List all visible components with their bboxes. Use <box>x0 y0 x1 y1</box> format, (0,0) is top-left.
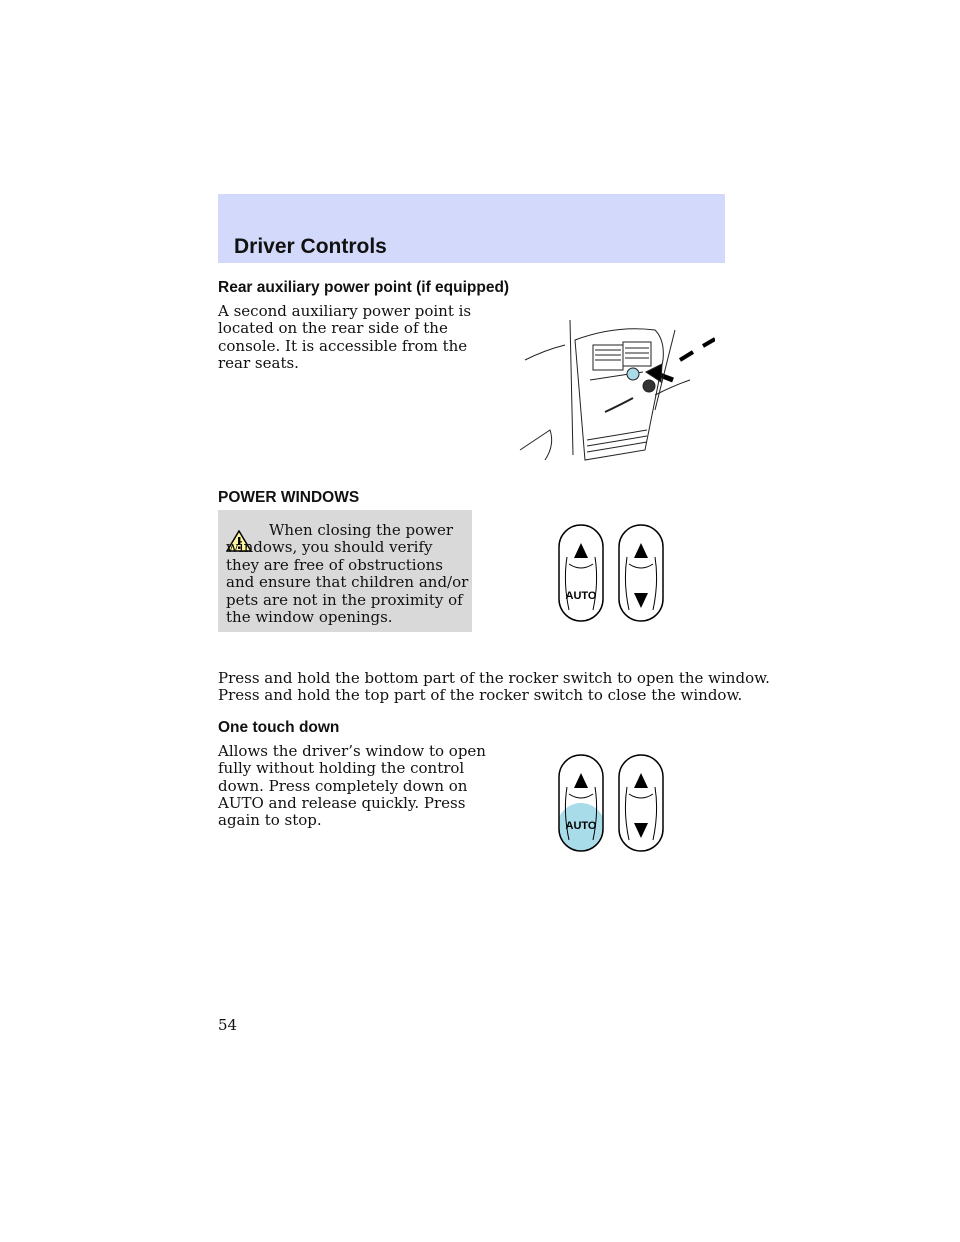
one-touch-text: Allows the driver’s window to open fully without holding the control down. Press completely down on AUTO and release quickly. Press again to stop. <box>218 742 486 830</box>
section-title: Driver Controls <box>234 235 387 258</box>
svg-text:AUTO: AUTO <box>565 820 597 832</box>
page-number: 54 <box>218 1016 238 1034</box>
rear-power-point-heading: Rear auxiliary power point (if equipped) <box>218 279 510 296</box>
svg-text:AUTO: AUTO <box>565 590 597 602</box>
power-windows-heading: POWER WINDOWS <box>218 489 360 506</box>
warning-text: When closing the power windows, you should verify they are free of obstructions and ensure that children and/or pets are not in the proximity of the window openings. <box>226 521 469 627</box>
power-windows-text: Press and hold the bottom part of the rocker switch to open the window. Press and hold the top part of the rocker switch to close the window. <box>218 669 770 705</box>
console-power-point-illustration <box>515 300 715 470</box>
one-touch-switch-illustration <box>555 752 670 854</box>
section-header <box>218 194 725 263</box>
rear-power-point-text: A second auxiliary power point is located on the rear side of the console. It is accessible from the rear seats. <box>218 302 472 372</box>
warning-box <box>218 510 472 632</box>
one-touch-heading: One touch down <box>218 719 340 736</box>
window-switch-illustration <box>555 522 670 624</box>
